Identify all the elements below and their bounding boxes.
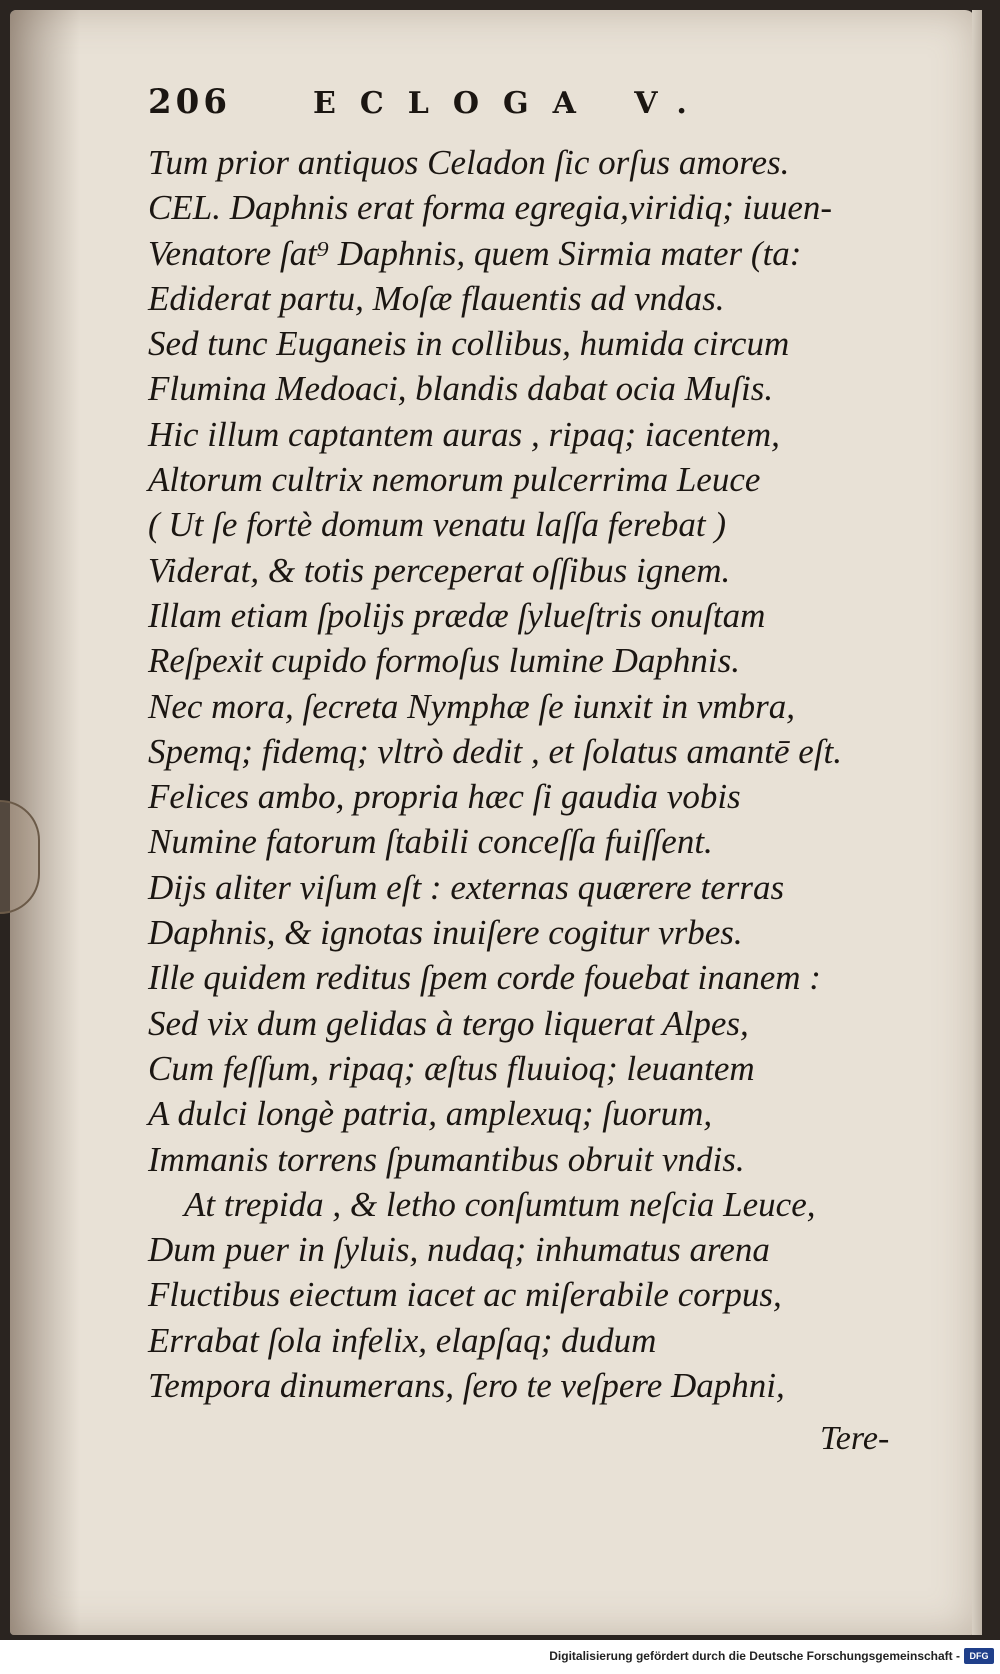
verse-line: Daphnis, & ignotas inuiſere cogitur vrbes. [148, 913, 743, 953]
verse-line: Felices ambo, propria hæc ſi gaudia vobis [148, 777, 741, 817]
verse-line: Reſpexit cupido formoſus lumine Daphnis. [148, 641, 741, 681]
verse-line: Sed vix dum gelidas à tergo liquerat Alpes, [148, 1003, 749, 1043]
verse-line: ( Ut ſe fortè domum venatu laſſa ferebat ) [148, 505, 727, 545]
verse-line: Dijs aliter viſum eſt : externas quærere terras [148, 867, 785, 907]
verse-line: CEL. Daphnis erat forma egregia,viridiq; iuuen- [148, 188, 833, 228]
verse-line: Illam etiam ſpolijs prædæ ſylueſtris onuſtam [148, 595, 766, 635]
verse-line: Hic illum captantem auras , ripaq; iacentem, [148, 414, 780, 454]
page-header [148, 82, 748, 122]
verse-line: Venatore ſat⁹ Daphnis, quem Sirmia mater (ta: [148, 233, 802, 273]
verse-line: Dum puer in ſyluis, nudaq; inhumatus arena [148, 1230, 770, 1270]
page-number: 206 [148, 82, 231, 122]
dfg-logo: DFG [964, 1648, 994, 1664]
verse-line: Errabat ſola infelix, elapſaq; dudum [148, 1320, 657, 1360]
verse-line: Immanis torrens ſpumantibus obruit vndis. [148, 1139, 745, 1179]
verse-line: Ille quidem reditus ſpem corde fouebat inanem : [148, 958, 821, 998]
catchword: Tere- [820, 1420, 890, 1457]
digitization-footer [0, 1640, 1000, 1674]
verse-line: Fluctibus eiectum iacet ac miſerabile corpus, [148, 1275, 782, 1315]
verse-line: Altorum cultrix nemorum pulcerrima Leuce [148, 460, 761, 500]
verse-line: Viderat, & totis perceperat oſſibus ignem. [148, 550, 731, 590]
verse-line: Tum prior antiquos Celadon ſic orſus amores. [148, 143, 790, 182]
funding-credit: Digitalisierung gefördert durch die Deutsche Forschungsgemeinschaft - [549, 1649, 960, 1663]
page-edge [972, 10, 982, 1635]
verse-line: Nec mora, ſecreta Nymphæ ſe iunxit in vmbra, [148, 686, 796, 726]
verse-line: Numine fatorum ſtabili conceſſa fuiſſent. [148, 822, 713, 862]
verse-line: Sed tunc Euganeis in collibus, humida circum [148, 324, 790, 364]
verse-line: At trepida , & letho conſumtum neſcia Leuce, [184, 1184, 816, 1224]
verse-line: Cum feſſum, ripaq; æſtus fluuioq; leuantem [148, 1048, 755, 1088]
verse-line: Spemq; fidemq; vltrò dedit , et ſolatus amantē eſt. [148, 731, 843, 771]
verse-line: Flumina Medoaci, blandis dabat ocia Muſis. [148, 369, 774, 409]
verse-text [148, 140, 928, 1408]
verse-line: A dulci longè patria, amplexuq; ſuorum, [148, 1094, 713, 1134]
verse-line: Ediderat partu, Moſæ flauentis ad vndas. [148, 278, 725, 318]
running-title: ECLOGA V. [313, 86, 711, 121]
verse-line: Tempora dinumerans, ſero te veſpere Daphni, [148, 1366, 785, 1406]
